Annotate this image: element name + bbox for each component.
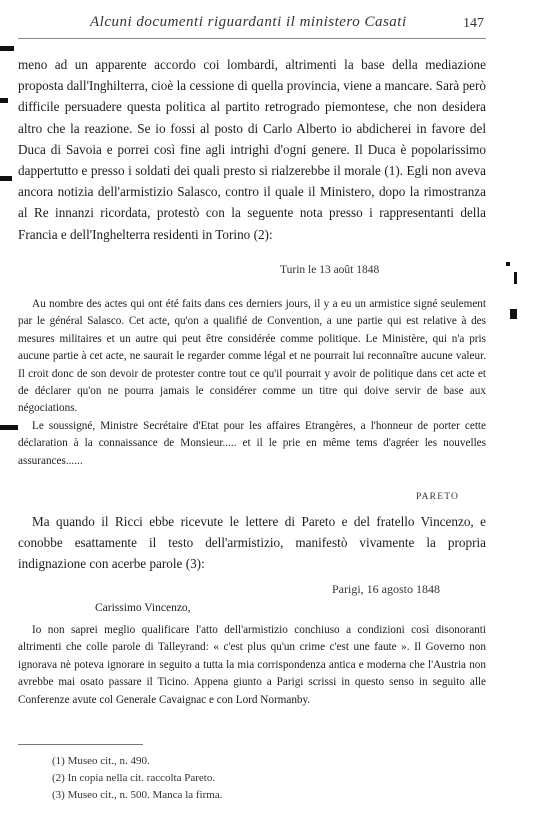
paragraph (18, 511, 486, 575)
letter-date: Parigi, 16 agosto 1848 (332, 582, 440, 596)
paragraph (18, 54, 486, 245)
footnote: (1) Museo cit., n. 490. (52, 755, 150, 767)
header-rule (18, 38, 486, 39)
footnote: (2) In copia nella cit. raccolta Pareto. (52, 772, 216, 784)
salutation: Carissimo Vincenzo, (95, 602, 191, 614)
quoted-paragraph: Au nombre des actes qui ont été faits dans ces derniers jours, il y a eu un armistice signé seulement par le général Salasco. Cet acte, qu'on a qualifié de Convention, a une partie qui est relative à des mesures militaires et un autre qui peut être considérée comme politique. Le Ministère, qui n'a pris aucune partie à cet acte, ne saurait le regarder comme légal et ne pourrait lui reconnaître aucune valeur. Il croit donc de son devoir de protester contre tout ce qu'il pourrait y avoir de politique dans cet acte et de déclarer qu'on ne pourra jamais le considérer comme un titre qui doive servir de base aux négociations. (18, 298, 486, 415)
margin-mark (514, 272, 517, 284)
margin-mark (0, 176, 12, 181)
margin-mark (0, 98, 8, 103)
quoted-paragraph: Le soussigné, Ministre Secrétaire d'Etat pour les affaires Etrangères, a l'honneur de porter cette déclaration à la connaissance de Monsieur..... et il le prie en même tems d'agréer les nouvelles assurances...... (18, 419, 486, 467)
margin-mark (510, 309, 517, 319)
running-title: Alcuni documenti riguardanti il ministero Casati (90, 14, 407, 30)
footnote: (3) Museo cit., n. 500. Manca la firma. (52, 789, 223, 801)
letter-date: Turin le 13 août 1848 (280, 264, 380, 276)
footnote-rule (18, 744, 143, 745)
paragraph-text: meno ad un apparente accordo coi lombardi, altrimenti la base della mediazione proposta dall'Inghilterra, cioè la cessione di quella provincia, viene a mancare. Sarà però difficile persuadere questa politica al partito retrogrado piemontese, che non desidera altro che la reazione. Se io fossi al posto di Carlo Alberto io abdicherei in favore del Duca di Savoia e porrei così fine agli intrighi d'ogni genere. Il Duca è popolarissimo dappertutto e presso i soldati dei quali presto si rialzerebbe il morale (1). Egli non aveva ancora notizia dell'armistizio Salasco, contro il quale il Ministero, dopo la rimostranza al Re innanzi ricordata, protestò con la seguente nota presso i rappresentanti della Francia e dell'Inghelterra residenti in Torino (2): (18, 57, 486, 242)
paragraph-text: Ma quando il Ricci ebbe ricevute le lettere di Pareto e del fratello Vincenzo, e conobbe esattamente il testo dell'armistizio, manifestò vivamente la propria indignazione con acerbe parole (3): (18, 514, 486, 572)
signature: PARETO (416, 492, 460, 502)
margin-mark (506, 262, 510, 266)
page-number: 147 (463, 16, 484, 31)
quoted-note (18, 296, 486, 470)
letter-body (18, 622, 486, 709)
margin-mark (0, 46, 14, 51)
margin-mark (0, 425, 18, 430)
letter-paragraph: Io non saprei meglio qualificare l'atto dell'armistizio conchiuso a condizioni così disonoranti altrimenti che colle parole di Talleyrand: « c'est plus qu'un crime c'est une faute ». Il Governo non ignorava nè poteva ignorare in seguito a tutta la mia corrispondenza antica e moderna che l'Austria non avrebbe mai osato passare il Ticino. Appena giunto a Parigi scrissi in questo senso in seguito alle Conferenze avute col Generale Cavaignac e con Lord Normanby. (18, 624, 486, 706)
